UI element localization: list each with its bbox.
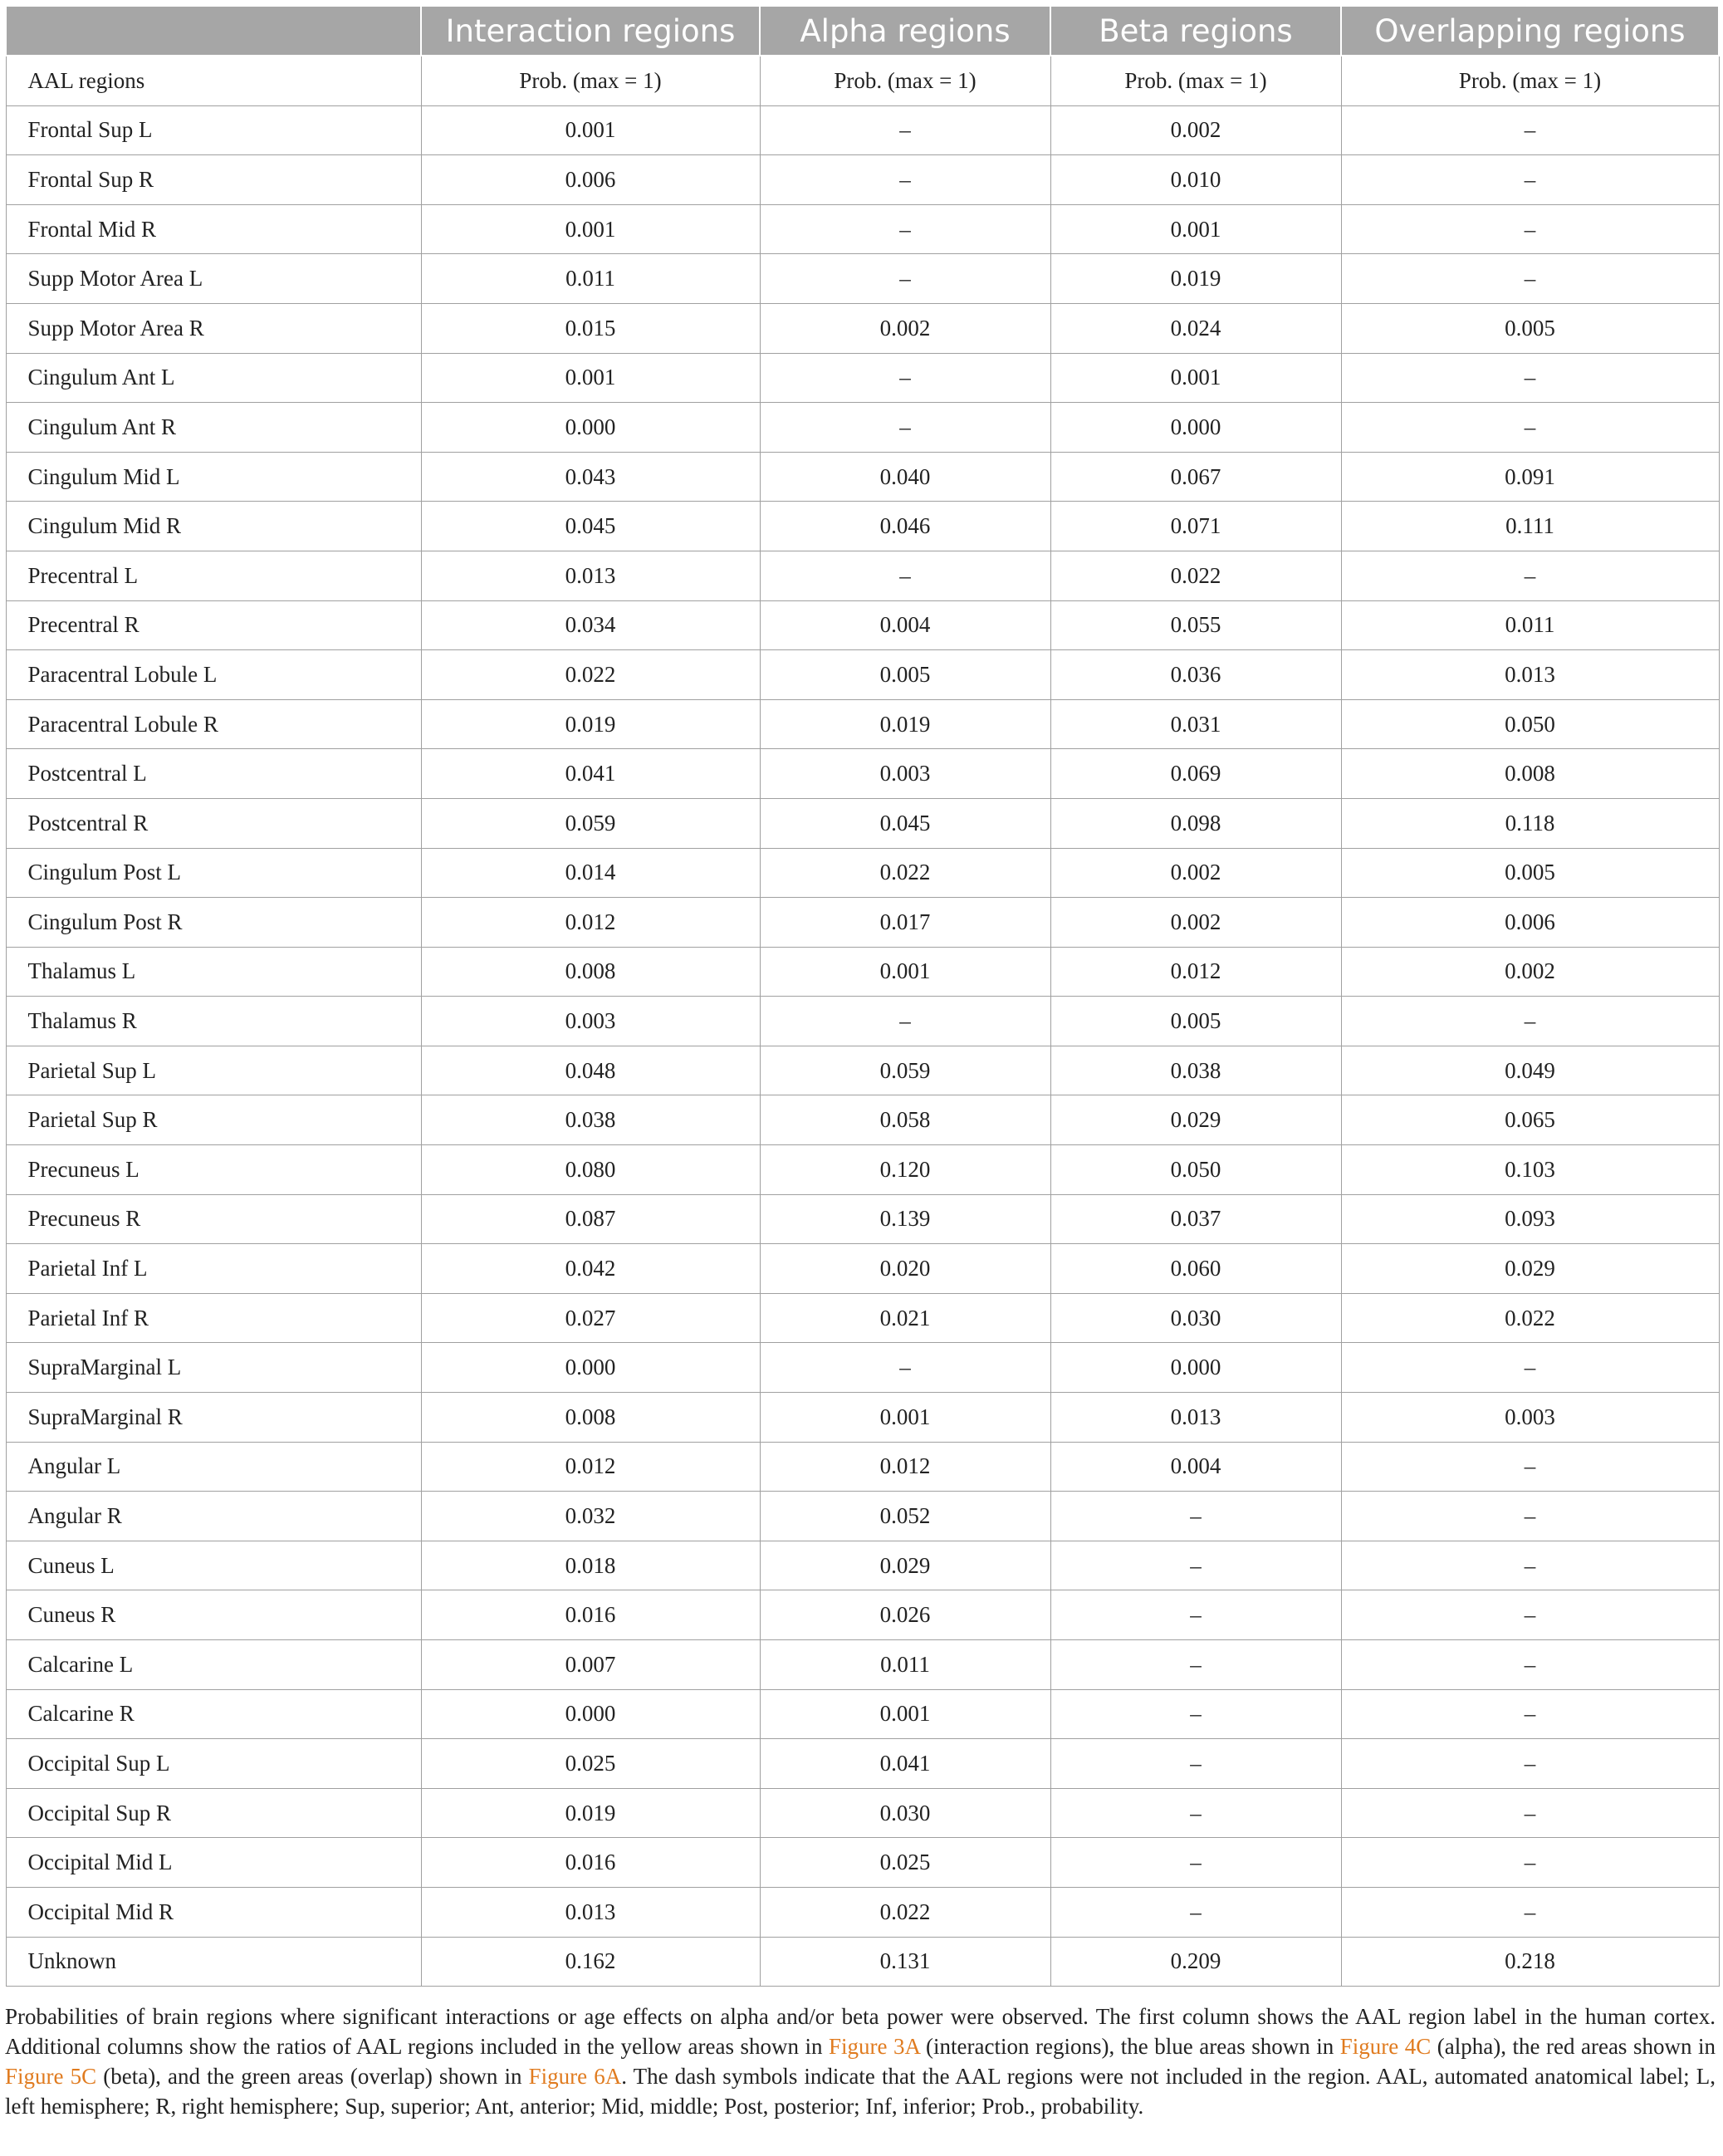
region-name-cell: Paracentral Lobule R xyxy=(6,699,421,749)
beta-value-cell: 0.001 xyxy=(1050,204,1341,254)
region-name-cell: Occipital Sup R xyxy=(6,1788,421,1838)
alpha-value-cell: – xyxy=(760,551,1050,600)
table-row xyxy=(6,303,1719,353)
alpha-value-cell: 0.005 xyxy=(760,650,1050,700)
table-row xyxy=(6,105,1719,155)
region-name-cell: Cingulum Post R xyxy=(6,898,421,948)
alpha-value-cell: – xyxy=(760,204,1050,254)
beta-value-cell: 0.098 xyxy=(1050,798,1341,848)
alpha-value-cell: 0.052 xyxy=(760,1492,1050,1541)
region-name-cell: Postcentral R xyxy=(6,798,421,848)
beta-value-cell: – xyxy=(1050,1640,1341,1690)
overlap-value-cell: 0.050 xyxy=(1341,699,1719,749)
subheader-row xyxy=(6,56,1719,105)
subheader-prob: Prob. (max = 1) xyxy=(760,56,1050,105)
region-name-cell: Precentral L xyxy=(6,551,421,600)
beta-value-cell: 0.060 xyxy=(1050,1244,1341,1294)
table-row xyxy=(6,403,1719,453)
overlap-value-cell: – xyxy=(1341,1739,1719,1789)
region-name-cell: Postcentral L xyxy=(6,749,421,799)
interaction-value-cell: 0.048 xyxy=(421,1046,760,1095)
beta-value-cell: 0.036 xyxy=(1050,650,1341,700)
overlap-value-cell: – xyxy=(1341,1442,1719,1492)
figure-3a-link[interactable]: Figure 3A xyxy=(829,2034,920,2059)
table-body xyxy=(6,56,1719,1987)
table-caption xyxy=(5,2002,1716,2121)
beta-value-cell: 0.209 xyxy=(1050,1937,1341,1987)
alpha-value-cell: 0.025 xyxy=(760,1838,1050,1888)
overlap-value-cell: 0.011 xyxy=(1341,600,1719,650)
region-name-cell: Precentral R xyxy=(6,600,421,650)
region-name-cell: Calcarine R xyxy=(6,1689,421,1739)
table-row xyxy=(6,1689,1719,1739)
overlap-value-cell: 0.006 xyxy=(1341,898,1719,948)
region-name-cell: Paracentral Lobule L xyxy=(6,650,421,700)
region-name-cell: Precuneus R xyxy=(6,1194,421,1244)
table-row xyxy=(6,898,1719,948)
overlap-value-cell: 0.013 xyxy=(1341,650,1719,700)
beta-value-cell: 0.050 xyxy=(1050,1145,1341,1195)
interaction-value-cell: 0.016 xyxy=(421,1838,760,1888)
beta-value-cell: 0.000 xyxy=(1050,1343,1341,1393)
overlap-value-cell: – xyxy=(1341,1838,1719,1888)
probability-table xyxy=(5,5,1720,1987)
alpha-value-cell: – xyxy=(760,155,1050,205)
caption-text: (beta), and the green areas (overlap) shown in xyxy=(96,2064,529,2089)
beta-value-cell: 0.038 xyxy=(1050,1046,1341,1095)
overlap-value-cell: – xyxy=(1341,1590,1719,1640)
interaction-value-cell: 0.032 xyxy=(421,1492,760,1541)
beta-value-cell: 0.013 xyxy=(1050,1393,1341,1443)
overlap-value-cell: 0.005 xyxy=(1341,303,1719,353)
region-name-cell: SupraMarginal L xyxy=(6,1343,421,1393)
beta-value-cell: – xyxy=(1050,1788,1341,1838)
table-row xyxy=(6,1046,1719,1095)
table-row xyxy=(6,452,1719,502)
beta-value-cell: 0.067 xyxy=(1050,452,1341,502)
subheader-aal-regions: AAL regions xyxy=(6,56,421,105)
interaction-value-cell: 0.018 xyxy=(421,1541,760,1590)
beta-value-cell: 0.024 xyxy=(1050,303,1341,353)
interaction-value-cell: 0.045 xyxy=(421,502,760,551)
alpha-value-cell: 0.022 xyxy=(760,1887,1050,1937)
region-name-cell: Parietal Sup L xyxy=(6,1046,421,1095)
alpha-value-cell: 0.059 xyxy=(760,1046,1050,1095)
table-row xyxy=(6,699,1719,749)
alpha-value-cell: 0.026 xyxy=(760,1590,1050,1640)
table-row xyxy=(6,997,1719,1046)
beta-value-cell: – xyxy=(1050,1492,1341,1541)
beta-value-cell: 0.019 xyxy=(1050,254,1341,304)
table-row xyxy=(6,650,1719,700)
interaction-value-cell: 0.042 xyxy=(421,1244,760,1294)
interaction-value-cell: 0.006 xyxy=(421,155,760,205)
region-name-cell: Thalamus L xyxy=(6,947,421,997)
alpha-value-cell: 0.131 xyxy=(760,1937,1050,1987)
region-name-cell: Frontal Mid R xyxy=(6,204,421,254)
alpha-value-cell: 0.017 xyxy=(760,898,1050,948)
beta-value-cell: 0.010 xyxy=(1050,155,1341,205)
table-row xyxy=(6,1838,1719,1888)
alpha-value-cell: – xyxy=(760,403,1050,453)
probability-table-container xyxy=(5,5,1718,1987)
subheader-prob: Prob. (max = 1) xyxy=(1341,56,1719,105)
interaction-value-cell: 0.025 xyxy=(421,1739,760,1789)
region-name-cell: Supp Motor Area R xyxy=(6,303,421,353)
table-row xyxy=(6,254,1719,304)
interaction-value-cell: 0.014 xyxy=(421,848,760,898)
table-row xyxy=(6,798,1719,848)
beta-value-cell: – xyxy=(1050,1887,1341,1937)
interaction-value-cell: 0.011 xyxy=(421,254,760,304)
beta-value-cell: 0.037 xyxy=(1050,1194,1341,1244)
beta-value-cell: 0.001 xyxy=(1050,353,1341,403)
beta-value-cell: 0.002 xyxy=(1050,848,1341,898)
region-name-cell: Parietal Inf L xyxy=(6,1244,421,1294)
caption-text: (interaction regions), the blue areas shown in xyxy=(919,2034,1340,2059)
interaction-value-cell: 0.008 xyxy=(421,1393,760,1443)
overlap-value-cell: – xyxy=(1341,1887,1719,1937)
beta-value-cell: – xyxy=(1050,1541,1341,1590)
table-row xyxy=(6,1937,1719,1987)
table-row xyxy=(6,1343,1719,1393)
interaction-value-cell: 0.022 xyxy=(421,650,760,700)
table-row xyxy=(6,1293,1719,1343)
interaction-value-cell: 0.001 xyxy=(421,105,760,155)
alpha-value-cell: 0.022 xyxy=(760,848,1050,898)
interaction-value-cell: 0.038 xyxy=(421,1095,760,1145)
interaction-value-cell: 0.007 xyxy=(421,1640,760,1690)
table-row xyxy=(6,1739,1719,1789)
alpha-value-cell: – xyxy=(760,1343,1050,1393)
alpha-value-cell: 0.139 xyxy=(760,1194,1050,1244)
interaction-value-cell: 0.087 xyxy=(421,1194,760,1244)
overlap-value-cell: – xyxy=(1341,1689,1719,1739)
overlap-value-cell: – xyxy=(1341,403,1719,453)
beta-value-cell: 0.012 xyxy=(1050,947,1341,997)
interaction-value-cell: 0.015 xyxy=(421,303,760,353)
alpha-value-cell: 0.045 xyxy=(760,798,1050,848)
alpha-value-cell: – xyxy=(760,353,1050,403)
overlap-value-cell: 0.029 xyxy=(1341,1244,1719,1294)
overlap-value-cell: – xyxy=(1341,1492,1719,1541)
interaction-value-cell: 0.000 xyxy=(421,1343,760,1393)
table-row xyxy=(6,551,1719,600)
overlap-value-cell: – xyxy=(1341,254,1719,304)
table-row xyxy=(6,353,1719,403)
alpha-value-cell: 0.001 xyxy=(760,1689,1050,1739)
beta-value-cell: – xyxy=(1050,1739,1341,1789)
overlap-value-cell: 0.022 xyxy=(1341,1293,1719,1343)
interaction-value-cell: 0.080 xyxy=(421,1145,760,1195)
region-name-cell: Cingulum Mid R xyxy=(6,502,421,551)
alpha-value-cell: 0.021 xyxy=(760,1293,1050,1343)
table-row xyxy=(6,1393,1719,1443)
table-row xyxy=(6,1541,1719,1590)
region-name-cell: Precuneus L xyxy=(6,1145,421,1195)
caption-text: Probabilities of brain regions where significant interactions or age effects on alpha and/or beta power were observed. The first column shows the AAL region label in the human cortex. Additional columns show the ratios of AAL regions included in the yellow areas shown in xyxy=(5,2004,1716,2059)
alpha-value-cell: – xyxy=(760,105,1050,155)
table-row xyxy=(6,749,1719,799)
alpha-value-cell: 0.030 xyxy=(760,1788,1050,1838)
overlap-value-cell: 0.002 xyxy=(1341,947,1719,997)
header-overlapping-regions: Overlapping regions xyxy=(1341,6,1719,56)
alpha-value-cell: 0.120 xyxy=(760,1145,1050,1195)
overlap-value-cell: 0.065 xyxy=(1341,1095,1719,1145)
region-name-cell: Frontal Sup L xyxy=(6,105,421,155)
table-row xyxy=(6,1095,1719,1145)
alpha-value-cell: 0.004 xyxy=(760,600,1050,650)
alpha-value-cell: 0.019 xyxy=(760,699,1050,749)
alpha-value-cell: 0.003 xyxy=(760,749,1050,799)
beta-value-cell: 0.004 xyxy=(1050,1442,1341,1492)
region-name-cell: Angular L xyxy=(6,1442,421,1492)
alpha-value-cell: 0.011 xyxy=(760,1640,1050,1690)
table-header xyxy=(6,6,1719,56)
alpha-value-cell: 0.046 xyxy=(760,502,1050,551)
overlap-value-cell: – xyxy=(1341,1788,1719,1838)
interaction-value-cell: 0.027 xyxy=(421,1293,760,1343)
table-row xyxy=(6,1590,1719,1640)
region-name-cell: SupraMarginal R xyxy=(6,1393,421,1443)
alpha-value-cell: 0.001 xyxy=(760,947,1050,997)
region-name-cell: Unknown xyxy=(6,1937,421,1987)
region-name-cell: Occipital Mid R xyxy=(6,1887,421,1937)
overlap-value-cell: 0.218 xyxy=(1341,1937,1719,1987)
overlap-value-cell: – xyxy=(1341,105,1719,155)
interaction-value-cell: 0.008 xyxy=(421,947,760,997)
beta-value-cell: 0.031 xyxy=(1050,699,1341,749)
overlap-value-cell: – xyxy=(1341,353,1719,403)
table-row xyxy=(6,1194,1719,1244)
overlap-value-cell: – xyxy=(1341,1343,1719,1393)
beta-value-cell: – xyxy=(1050,1590,1341,1640)
header-beta-regions: Beta regions xyxy=(1050,6,1341,56)
subheader-prob: Prob. (max = 1) xyxy=(1050,56,1341,105)
interaction-value-cell: 0.034 xyxy=(421,600,760,650)
overlap-value-cell: 0.118 xyxy=(1341,798,1719,848)
beta-value-cell: – xyxy=(1050,1689,1341,1739)
beta-value-cell: 0.022 xyxy=(1050,551,1341,600)
header-alpha-regions: Alpha regions xyxy=(760,6,1050,56)
table-row xyxy=(6,155,1719,205)
region-name-cell: Thalamus R xyxy=(6,997,421,1046)
interaction-value-cell: 0.162 xyxy=(421,1937,760,1987)
interaction-value-cell: 0.016 xyxy=(421,1590,760,1640)
alpha-value-cell: 0.041 xyxy=(760,1739,1050,1789)
header-interaction-regions: Interaction regions xyxy=(421,6,760,56)
interaction-value-cell: 0.019 xyxy=(421,1788,760,1838)
header-cell-blank xyxy=(6,6,421,56)
table-row xyxy=(6,1887,1719,1937)
overlap-value-cell: 0.005 xyxy=(1341,848,1719,898)
overlap-value-cell: 0.093 xyxy=(1341,1194,1719,1244)
interaction-value-cell: 0.013 xyxy=(421,1887,760,1937)
region-name-cell: Parietal Inf R xyxy=(6,1293,421,1343)
alpha-value-cell: 0.040 xyxy=(760,452,1050,502)
interaction-value-cell: 0.000 xyxy=(421,403,760,453)
table-row xyxy=(6,1788,1719,1838)
overlap-value-cell: 0.091 xyxy=(1341,452,1719,502)
region-name-cell: Frontal Sup R xyxy=(6,155,421,205)
overlap-value-cell: 0.111 xyxy=(1341,502,1719,551)
table-row xyxy=(6,1492,1719,1541)
region-name-cell: Calcarine L xyxy=(6,1640,421,1690)
region-name-cell: Angular R xyxy=(6,1492,421,1541)
interaction-value-cell: 0.012 xyxy=(421,898,760,948)
overlap-value-cell: 0.049 xyxy=(1341,1046,1719,1095)
beta-value-cell: 0.005 xyxy=(1050,997,1341,1046)
alpha-value-cell: 0.001 xyxy=(760,1393,1050,1443)
overlap-value-cell: – xyxy=(1341,551,1719,600)
table-row xyxy=(6,502,1719,551)
alpha-value-cell: 0.020 xyxy=(760,1244,1050,1294)
region-name-cell: Supp Motor Area L xyxy=(6,254,421,304)
table-row xyxy=(6,848,1719,898)
overlap-value-cell: – xyxy=(1341,155,1719,205)
interaction-value-cell: 0.001 xyxy=(421,353,760,403)
overlap-value-cell: – xyxy=(1341,1541,1719,1590)
region-name-cell: Cingulum Post L xyxy=(6,848,421,898)
alpha-value-cell: 0.058 xyxy=(760,1095,1050,1145)
interaction-value-cell: 0.043 xyxy=(421,452,760,502)
region-name-cell: Occipital Mid L xyxy=(6,1838,421,1888)
beta-value-cell: 0.071 xyxy=(1050,502,1341,551)
beta-value-cell: 0.030 xyxy=(1050,1293,1341,1343)
alpha-value-cell: – xyxy=(760,997,1050,1046)
beta-value-cell: 0.002 xyxy=(1050,898,1341,948)
table-row xyxy=(6,1244,1719,1294)
table-row xyxy=(6,1145,1719,1195)
beta-value-cell: 0.069 xyxy=(1050,749,1341,799)
table-row xyxy=(6,1640,1719,1690)
figure-6a-link[interactable]: Figure 6A xyxy=(528,2064,622,2089)
table-row xyxy=(6,600,1719,650)
caption-text: . The dash symbols indicate that the AAL regions were not included in the region. AAL, automated anatomical label; L, left hemisphere; R, right hemisphere; Sup, superior; Ant, anterior; Mid, middle; Post, posterior; Inf, inferior; Prob., probability. xyxy=(5,2064,1716,2119)
table-row xyxy=(6,947,1719,997)
interaction-value-cell: 0.019 xyxy=(421,699,760,749)
interaction-value-cell: 0.059 xyxy=(421,798,760,848)
subheader-prob: Prob. (max = 1) xyxy=(421,56,760,105)
beta-value-cell: 0.002 xyxy=(1050,105,1341,155)
overlap-value-cell: – xyxy=(1341,1640,1719,1690)
region-name-cell: Occipital Sup L xyxy=(6,1739,421,1789)
alpha-value-cell: 0.012 xyxy=(760,1442,1050,1492)
alpha-value-cell: – xyxy=(760,254,1050,304)
beta-value-cell: 0.055 xyxy=(1050,600,1341,650)
alpha-value-cell: 0.029 xyxy=(760,1541,1050,1590)
overlap-value-cell: 0.003 xyxy=(1341,1393,1719,1443)
overlap-value-cell: 0.103 xyxy=(1341,1145,1719,1195)
alpha-value-cell: 0.002 xyxy=(760,303,1050,353)
overlap-value-cell: – xyxy=(1341,204,1719,254)
interaction-value-cell: 0.003 xyxy=(421,997,760,1046)
beta-value-cell: 0.000 xyxy=(1050,403,1341,453)
header-row xyxy=(6,6,1719,56)
interaction-value-cell: 0.012 xyxy=(421,1442,760,1492)
region-name-cell: Cingulum Ant R xyxy=(6,403,421,453)
region-name-cell: Cingulum Mid L xyxy=(6,452,421,502)
caption-text: (alpha), the red areas shown in xyxy=(1431,2034,1716,2059)
region-name-cell: Cuneus L xyxy=(6,1541,421,1590)
table-row xyxy=(6,1442,1719,1492)
interaction-value-cell: 0.001 xyxy=(421,204,760,254)
table-row xyxy=(6,204,1719,254)
region-name-cell: Cingulum Ant L xyxy=(6,353,421,403)
region-name-cell: Cuneus R xyxy=(6,1590,421,1640)
figure-4c-link[interactable]: Figure 4C xyxy=(1339,2034,1432,2059)
interaction-value-cell: 0.000 xyxy=(421,1689,760,1739)
interaction-value-cell: 0.013 xyxy=(421,551,760,600)
region-name-cell: Parietal Sup R xyxy=(6,1095,421,1145)
figure-5c-link[interactable]: Figure 5C xyxy=(5,2064,97,2089)
overlap-value-cell: 0.008 xyxy=(1341,749,1719,799)
beta-value-cell: – xyxy=(1050,1838,1341,1888)
overlap-value-cell: – xyxy=(1341,997,1719,1046)
beta-value-cell: 0.029 xyxy=(1050,1095,1341,1145)
interaction-value-cell: 0.041 xyxy=(421,749,760,799)
